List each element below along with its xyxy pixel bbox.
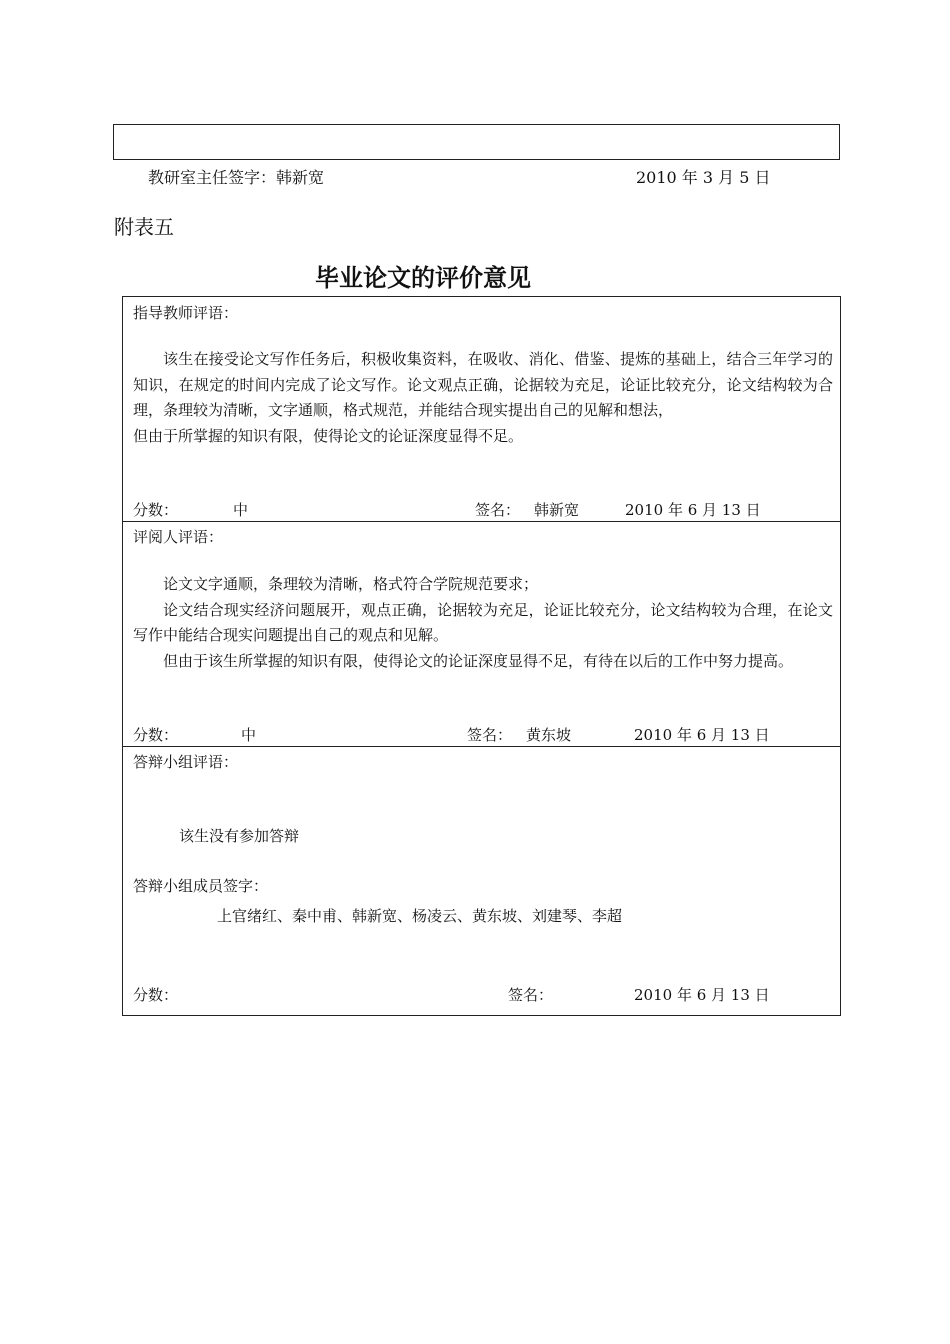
defense-comment: 该生没有参加答辩 [179, 827, 300, 845]
advisor-comment [133, 347, 833, 449]
advisor-date: 2010 年 6 月 13 日 [625, 501, 761, 519]
reviewer-paragraph: 论文结合现实经济问题展开，观点正确，论据较为充足，论证比较充分，论文结构较为合理，在论文写作中能结合现实问题提出自己的观点和见解。 [133, 600, 833, 644]
appendix-label: 附表五 [114, 215, 174, 239]
defense-members-label: 答辩小组成员签字： [133, 877, 269, 895]
advisor-score-label: 分数： [133, 501, 179, 519]
page-title: 毕业论文的评价意见 [315, 264, 531, 292]
defense-score-label: 分数： [133, 986, 179, 1004]
advisor-heading: 指导教师评语： [133, 304, 239, 322]
advisor-sign-label: 签名： [475, 501, 521, 519]
director-signature: 教研室主任签字：韩新宽 [148, 168, 325, 187]
reviewer-sign-label: 签名： [467, 726, 513, 744]
advisor-score: 中 [233, 501, 249, 519]
advisor-paragraph: 该生在接受论文写作任务后，积极收集资料，在吸收、消化、借鉴、提炼的基础上，结合三年学习的知识，在规定的时间内完成了论文写作。论文观点正确，论据较为充足，论证比较充分，论文结构较为合理，条理较为清晰，文字通顺，格式规范，并能结合现实提出自己的见解和想法， [133, 350, 833, 419]
defense-sign-label: 签名： [508, 986, 554, 1004]
row-divider [123, 746, 840, 747]
reviewer-signer: 黄东坡 [526, 726, 572, 744]
defense-heading: 答辩小组评语： [133, 753, 239, 771]
evaluation-table [122, 296, 841, 1016]
reviewer-date: 2010 年 6 月 13 日 [634, 726, 770, 744]
defense-members: 上官绪红、秦中甫、韩新宽、杨凌云、黄东坡、刘建琴、李超 [217, 907, 623, 925]
reviewer-paragraph: 但由于该生所掌握的知识有限，使得论文的论证深度显得不足，有待在以后的工作中努力提高。 [163, 651, 794, 670]
advisor-paragraph: 但由于所掌握的知识有限，使得论文的论证深度显得不足。 [133, 426, 524, 445]
previous-table-empty-row [113, 124, 840, 160]
reviewer-comment [133, 572, 833, 674]
reviewer-paragraph: 论文文字通顺，条理较为清晰，格式符合学院规范要求； [163, 575, 539, 593]
reviewer-score-label: 分数： [133, 726, 179, 744]
reviewer-heading: 评阅人评语： [133, 528, 224, 546]
defense-date: 2010 年 6 月 13 日 [634, 986, 770, 1004]
director-date: 2010 年 3 月 5 日 [636, 168, 771, 187]
row-divider [123, 521, 840, 522]
reviewer-score: 中 [241, 726, 257, 744]
advisor-signer: 韩新宽 [534, 501, 580, 519]
